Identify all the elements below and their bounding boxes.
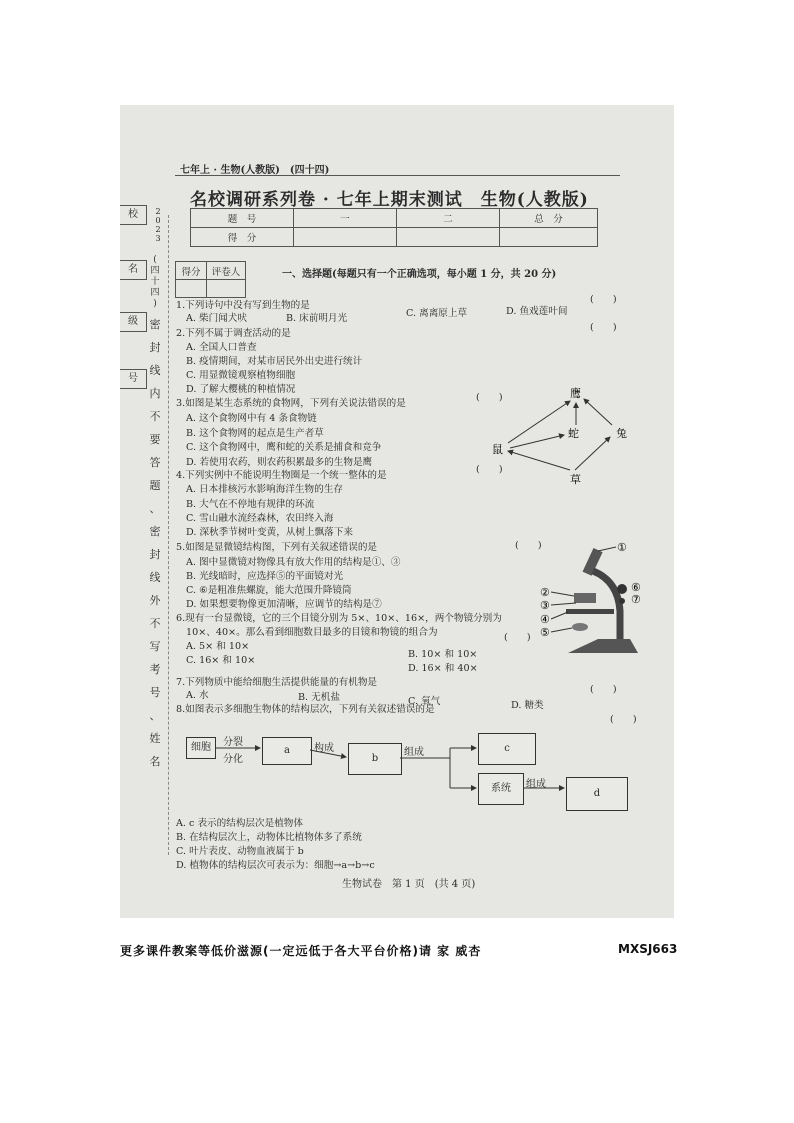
q4-stem: 4.下列实例中不能说明生物圈是一个统一整体的是 xyxy=(176,470,387,481)
volume-char: ( xyxy=(153,255,157,265)
seal-char: 线 xyxy=(149,571,161,584)
page-footer: 生物试卷 第 1 页 (共 4 页) xyxy=(342,879,476,890)
q6-answer-paren: ( ) xyxy=(504,632,531,643)
seal-char: 封 xyxy=(149,341,161,354)
arrow-grass-rabbit xyxy=(575,437,610,470)
q3-option-a: A. 这个食物网中有 4 条食物链 xyxy=(186,413,317,424)
q1-answer-paren: ( ) xyxy=(590,294,617,305)
flow-label-constitute: 构成 xyxy=(314,743,334,754)
score-col-label: 题 号 xyxy=(191,209,294,228)
section-1-title: 一、选择题(每题只有一个正确选项，每小题 1 分，共 20 分) xyxy=(282,269,557,280)
seal-char: 考 xyxy=(149,663,161,676)
q6-option-d: D. 16× 和 40× xyxy=(408,663,478,674)
q7-answer-paren: ( ) xyxy=(590,684,617,695)
seal-char: 姓 xyxy=(149,732,161,745)
year-digit: 0 xyxy=(155,216,161,225)
q2-option-d: D. 了解大樱桃的种植情况 xyxy=(186,384,296,395)
coarse-knob xyxy=(617,584,627,594)
volume-char: 十 xyxy=(150,277,160,287)
seal-char: 号 xyxy=(149,686,161,699)
flow-label-split: 分裂 xyxy=(223,737,243,748)
seal-text xyxy=(148,318,162,778)
promo-note: 更多课件教案等低价滋源(一定远低于各大平台价格)请 家 威杏 xyxy=(120,944,482,958)
flow-label-compose-2: 组成 xyxy=(526,779,546,790)
exam-title: 名校调研系列卷 · 七年上期末测试 生物(人教版) xyxy=(190,190,589,210)
food-web-diagram xyxy=(480,385,640,485)
grader-cell xyxy=(207,280,246,298)
node-snake: 蛇 xyxy=(568,427,579,440)
q8-option-d: D. 植物体的结构层次可表示为：细胞→a→b→c xyxy=(176,860,375,871)
q5-stem: 5.如图是显微镜结构图，下列有关叙述错误的是 xyxy=(176,542,378,553)
score-cell xyxy=(294,228,397,247)
side-box-name: 名 xyxy=(120,260,147,280)
q4-answer-paren: ( ) xyxy=(476,464,503,475)
node-rabbit: 兔 xyxy=(616,427,627,440)
flow-box-system: 系统 xyxy=(478,773,524,805)
q8-answer-paren: ( ) xyxy=(610,714,637,725)
flow-label-differentiate: 分化 xyxy=(223,754,243,765)
year-digit: 3 xyxy=(155,234,161,243)
year-digit: 2 xyxy=(155,225,161,234)
q6-option-a: A. 5× 和 10× xyxy=(186,641,250,652)
q3-option-d: D. 若使用农药，则农药积累最多的生物是鹰 xyxy=(186,457,373,468)
q7-option-a: A. 水 xyxy=(186,690,209,701)
q7-stem: 7.下列物质中能给细胞生活提供能量的有机物是 xyxy=(176,677,378,688)
microscope-base xyxy=(568,639,638,653)
label-5: ⑤ xyxy=(540,626,550,639)
q1-option-c: C. 离离原上草 xyxy=(406,308,468,319)
q5-option-c: C. ⑥是粗准焦螺旋，能大范围升降镜筒 xyxy=(186,585,352,596)
q8-option-a: A. c 表示的结构层次是植物体 xyxy=(176,818,303,829)
fine-knob xyxy=(619,598,625,604)
subject-header: 七年上 · 生物(人教版) (四十四) xyxy=(180,165,330,176)
volume-char: 四 xyxy=(150,266,160,276)
seal-char: 名 xyxy=(149,755,161,768)
grader-cell xyxy=(176,280,207,298)
promo-code: MXSJ663 xyxy=(618,942,678,956)
label-7: ⑦ xyxy=(631,593,641,606)
leader-1 xyxy=(598,547,616,551)
label-6: ⑥ xyxy=(631,581,641,594)
seal-dashed-line xyxy=(168,215,169,855)
stage xyxy=(566,609,614,614)
q2-option-c: C. 用显微镜观察植物细胞 xyxy=(186,370,296,381)
score-table xyxy=(190,208,598,247)
side-box-school: 校 xyxy=(120,205,147,225)
q1-stem: 1.下列诗句中没有写到生物的是 xyxy=(176,300,310,311)
seal-char: 不 xyxy=(149,617,161,630)
seal-char: 题 xyxy=(149,479,161,492)
q2-option-b: B. 疫情期间，对某市居民外出史进行统计 xyxy=(186,356,363,367)
mirror xyxy=(572,623,588,631)
score-cell xyxy=(397,228,500,247)
grader-score-label: 得分 xyxy=(176,262,207,280)
q5-option-d: D. 如果想要物像更加清晰，应调节的结构是⑦ xyxy=(186,599,382,610)
node-mouse: 鼠 xyxy=(492,443,503,456)
section-grader-box xyxy=(175,261,246,298)
q7-option-d: D. 糖类 xyxy=(511,700,544,711)
label-1: ① xyxy=(617,541,627,554)
score-col-total: 总 分 xyxy=(500,209,598,228)
q4-option-c: C. 雪山融水流经森林，农田终入海 xyxy=(186,513,334,524)
year-text xyxy=(153,207,163,243)
arrow-mouse-eagle xyxy=(508,401,570,443)
seal-char: 写 xyxy=(149,640,161,653)
node-grass: 草 xyxy=(570,473,581,485)
label-2: ② xyxy=(540,586,550,599)
header-rule xyxy=(175,175,620,176)
seal-char: 封 xyxy=(149,548,161,561)
seal-char: 答 xyxy=(149,456,161,469)
arrow-grass-mouse xyxy=(508,451,570,470)
leader-3 xyxy=(551,603,576,605)
q6-option-c: C. 16× 和 10× xyxy=(186,655,256,666)
seal-char: 要 xyxy=(149,433,161,446)
volume-number xyxy=(148,255,162,310)
seal-char: 密 xyxy=(149,525,161,538)
leader-5 xyxy=(551,628,572,632)
label-4: ④ xyxy=(540,613,550,626)
microscope-diagram xyxy=(538,541,642,661)
q4-option-b: B. 大气在不停地有规律的环流 xyxy=(186,499,315,510)
grader-name-label: 评卷人 xyxy=(207,262,246,280)
seal-instructions xyxy=(148,255,162,778)
q7-option-b: B. 无机盐 xyxy=(298,692,340,703)
q3-answer-paren: ( ) xyxy=(476,392,503,403)
q3-option-c: C. 这个食物网中，鹰和蛇的关系是捕食和竞争 xyxy=(186,442,382,453)
arrow-mouse-snake xyxy=(510,435,564,448)
seal-char: 外 xyxy=(149,594,161,607)
q4-option-d: D. 深秋季节树叶变黄，从树上飘落下来 xyxy=(186,527,353,538)
seal-char: 内 xyxy=(149,387,161,400)
q2-answer-paren: ( ) xyxy=(590,322,617,333)
side-box-class: 级 xyxy=(120,312,147,332)
q5-option-a: A. 图中显微镜对物像具有放大作用的结构是①、③ xyxy=(186,557,401,568)
vertical-year xyxy=(153,207,163,243)
leader-4 xyxy=(551,612,568,619)
q7-option-c: C. 氧气 xyxy=(408,696,441,707)
q1-option-b: B. 床前明月光 xyxy=(286,313,348,324)
leader-2 xyxy=(551,592,574,596)
q8-stem: 8.如图表示多细胞生物体的结构层次，下列有关叙述错误的是 xyxy=(176,704,435,715)
score-cell xyxy=(500,228,598,247)
volume-char: ) xyxy=(153,299,157,309)
arrow-rabbit-eagle xyxy=(584,399,612,425)
q8-option-b: B. 在结构层次上，动物体比植物体多了系统 xyxy=(176,832,362,843)
flow-box-c: c xyxy=(478,733,536,765)
seal-char: 不 xyxy=(149,410,161,423)
nosepiece xyxy=(574,593,596,603)
microscope-arm xyxy=(593,571,620,641)
label-3: ③ xyxy=(540,599,550,612)
q6-stem: 6.现有一台显微镜，它的三个目镜分别为 5×、10×、16×，两个物镜分别为 xyxy=(176,613,502,624)
arrow-a-b xyxy=(310,750,346,757)
flow-label-compose: 组成 xyxy=(404,747,424,758)
flow-arrows xyxy=(180,725,640,825)
q3-stem: 3.如图是某生态系统的食物网，下列有关说法错误的是 xyxy=(176,398,406,409)
q4-option-a: A. 日本排核污水影响海洋生物的生存 xyxy=(186,484,343,495)
q1-option-d: D. 鱼戏莲叶间 xyxy=(506,306,568,317)
q3-option-b: B. 这个食物网的起点是生产者草 xyxy=(186,428,324,439)
q6-stem-continued: 10×、40×。那么看到细胞数目最多的目镜和物镜的组合为 xyxy=(186,627,438,638)
seal-char: 、 xyxy=(149,709,161,722)
seal-char: 密 xyxy=(149,318,161,331)
flow-box-b: b xyxy=(348,743,402,775)
side-box-number: 号 xyxy=(120,369,147,389)
q2-option-a: A. 全国人口普查 xyxy=(186,342,257,353)
q2-stem: 2.下列不属于调查活动的是 xyxy=(176,328,291,339)
q6-option-b: B. 10× 和 10× xyxy=(408,649,478,660)
scanned-exam-photo xyxy=(120,105,674,918)
volume-char: 四 xyxy=(150,288,160,298)
flow-box-cell: 细胞 xyxy=(186,737,216,759)
q1-option-a: A. 柴门闻犬吠 xyxy=(186,313,247,324)
seal-char: 线 xyxy=(149,364,161,377)
q5-answer-paren: ( ) xyxy=(515,540,542,551)
flow-box-d: d xyxy=(566,777,628,811)
q5-option-b: B. 光线暗时，应选择⑤的平面镜对光 xyxy=(186,571,344,582)
score-col-2: 二 xyxy=(397,209,500,228)
year-digit: 2 xyxy=(155,207,161,216)
seal-char: 、 xyxy=(149,502,161,515)
score-row-label: 得 分 xyxy=(191,228,294,247)
score-col-1: 一 xyxy=(294,209,397,228)
q8-option-c: C. 叶片表皮、动物血液属于 b xyxy=(176,846,304,857)
flow-box-a: a xyxy=(262,737,312,765)
node-eagle: 鹰 xyxy=(570,387,581,400)
